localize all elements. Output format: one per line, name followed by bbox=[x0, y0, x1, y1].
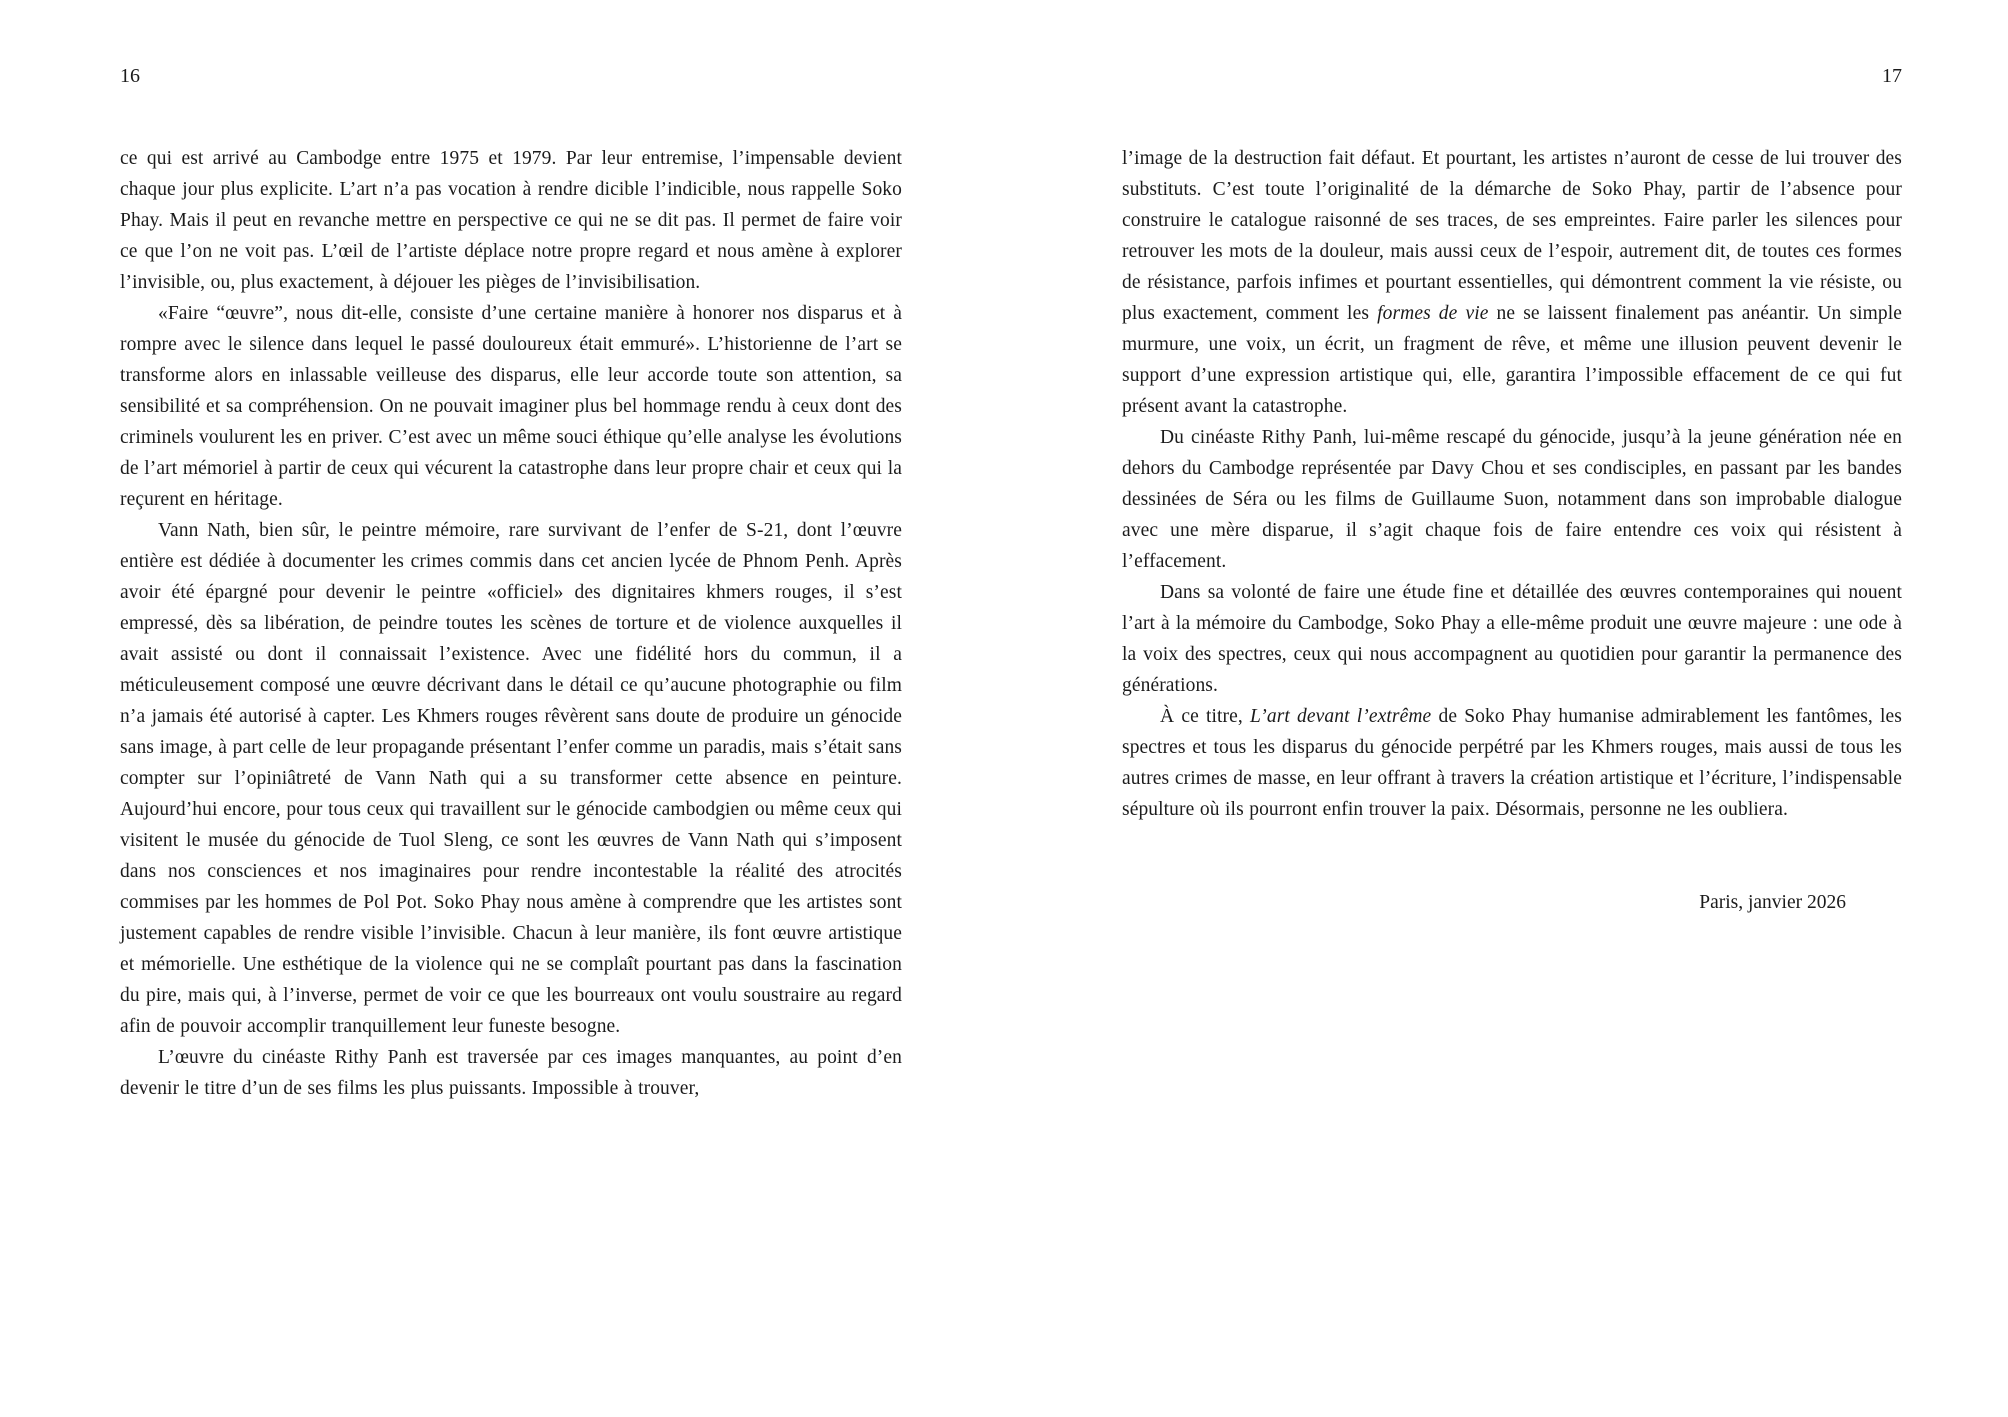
paragraph bbox=[1122, 701, 1902, 825]
page-16 bbox=[120, 0, 902, 1417]
page-17-body bbox=[1122, 143, 1902, 918]
text-run: l’image de la destruction fait défaut. Et pourtant, les artistes n’auront de cesse de lui trouver des substituts. C’est toute l’originalité de la démarche de Soko Phay, partir de l’absence pour construire le catalogue raisonné de ses traces, de ses empreintes. Faire parler les silences pour retrouver les mots de la douleur, mais aussi ceux de l’espoir, autrement dit, de toutes ces formes de résistance, parfois infimes et pourtant essentielles, qui démontrent comment la vie résiste, ou plus exactement, comment les bbox=[1122, 148, 1902, 324]
paragraph bbox=[120, 298, 902, 515]
text-run: Du cinéaste Rithy Panh, lui-même rescapé du génocide, jusqu’à la jeune génération née en dehors du Cambodge représentée par Davy Chou et ses condisciples, en passant par les bandes dessinées de Séra ou les films de Guillaume Suon, notamment dans son improbable dialogue avec une mère disparue, il s’agit chaque fois de faire entendre ces voix qui résistent à l’effacement. bbox=[1122, 427, 1902, 572]
text-run: Vann Nath, bien sûr, le peintre mémoire, rare survivant de l’enfer de S-21, dont l’œuvre entière est dédiée à documenter les crimes commis dans cet ancien lycée de Phnom Penh. Après avoir été épargné pour devenir le peintre «officiel» des dignitaires khmers rouges, il s’est empressé, dès sa libération, de peindre toutes les scènes de torture et de violence auxquelles il avait assisté ou dont il connaissait l’existence. Avec une fidélité hors du commun, il a méticuleusement composé une œuvre décrivant dans le détail ce qu’aucune photographie ou film n’a jamais été autorisé à capter. Les Khmers rouges rêvèrent sans doute de produire un génocide sans image, à part celle de leur propagande présentant l’enfer comme un paradis, mais s’était sans compter sur l’opiniâtreté de Vann Nath qui a su transformer cette absence en peinture. Aujourd’hui encore, pour tous ceux qui travaillent sur le génocide cambodgien ou même ceux qui visitent le musée du génocide de Tuol Sleng, ce sont les œuvres de Vann Nath qui s’imposent dans nos consciences et nos imaginaires pour rendre incontestable la réalité des atrocités commises par les hommes de Pol Pot. Soko Phay nous amène à comprendre que les artistes sont justement capables de rendre visible l’invisible. Chacun à leur manière, ils font œuvre artistique et mémorielle. Une esthétique de la violence qui ne se complaît pourtant pas dans la fascination du pire, mais qui, à l’inverse, permet de voir ce que les bourreaux ont voulu soustraire au regard afin de pouvoir accomplir tranquillement leur funeste besogne. bbox=[120, 520, 902, 1037]
paragraph bbox=[120, 515, 902, 1042]
text-run: Dans sa volonté de faire une étude fine et détaillée des œuvres contemporaines qui nouent l’art à la mémoire du Cambodge, Soko Phay a elle-même produit une œuvre majeure : une ode à la voix des spectres, ceux qui nous accompagnent au quotidien pour garantir la permanence des générations. bbox=[1122, 582, 1902, 696]
page-number-left: 16 bbox=[120, 65, 140, 87]
signoff-date: Paris, janvier 2026 bbox=[1699, 892, 1846, 913]
text-run: «Faire “œuvre”, nous dit-elle, consiste d’une certaine manière à honorer nos disparus et à rompre avec le silence dans lequel le passé douloureux était emmuré». L’historienne de l’art se transforme alors en inlassable veilleuse des disparus, elle leur accorde toute son attention, sa sensibilité et sa compréhension. On ne pouvait imaginer plus bel hommage rendu à ceux dont des criminels voulurent les en priver. C’est avec un même souci éthique qu’elle analyse les évolutions de l’art mémoriel à partir de ceux qui vécurent la catastrophe dans leur propre chair et ceux qui la reçurent en héritage. bbox=[120, 303, 902, 510]
paragraph bbox=[1122, 143, 1902, 422]
paragraph bbox=[120, 143, 902, 298]
paragraph bbox=[1122, 577, 1902, 701]
text-run: À ce titre, bbox=[1160, 706, 1251, 727]
page-17-paragraphs bbox=[1122, 143, 1902, 825]
text-run: L’œuvre du cinéaste Rithy Panh est traversée par ces images manquantes, au point d’en devenir le titre d’un de ses films les plus puissants. Impossible à trouver, bbox=[120, 1047, 902, 1099]
text-run: ce qui est arrivé au Cambodge entre 1975 et 1979. Par leur entremise, l’impensable devient chaque jour plus explicite. L’art n’a pas vocation à rendre dicible l’indicible, nous rappelle Soko Phay. Mais il peut en revanche mettre en perspective ce qui ne se dit pas. Il permet de faire voir ce que l’on ne voit pas. L’œil de l’artiste déplace notre propre regard et nous amène à explorer l’invisible, ou, plus exactement, à déjouer les pièges de l’invisibilisation. bbox=[120, 148, 902, 293]
page-17 bbox=[1122, 0, 1902, 1417]
text-run: de Soko Phay humanise admirablement les fantômes, les spectres et tous les disparus du génocide perpétré par les Khmers rouges, mais aussi de tous les autres crimes de masse, en leur offrant à travers la création artistique et l’écriture, l’indispensable sépulture où ils pourront enfin trouver la paix. Désormais, personne ne les oubliera. bbox=[1122, 706, 1902, 820]
work-title-italic: L’art devant l’extrême bbox=[1250, 706, 1432, 727]
work-title-italic: formes de vie bbox=[1377, 303, 1489, 324]
paragraph bbox=[120, 1042, 902, 1104]
text-run: ne se laissent finalement pas anéantir. Un simple murmure, une voix, un écrit, un fragment de rêve, et même une illusion peuvent devenir le support d’une expression artistique qui, elle, garantira l’impossible effacement de ce qui fut présent avant la catastrophe. bbox=[1122, 303, 1903, 417]
page-number-right: 17 bbox=[1882, 65, 1902, 87]
page-16-body bbox=[120, 143, 902, 1104]
paragraph bbox=[1122, 422, 1902, 577]
